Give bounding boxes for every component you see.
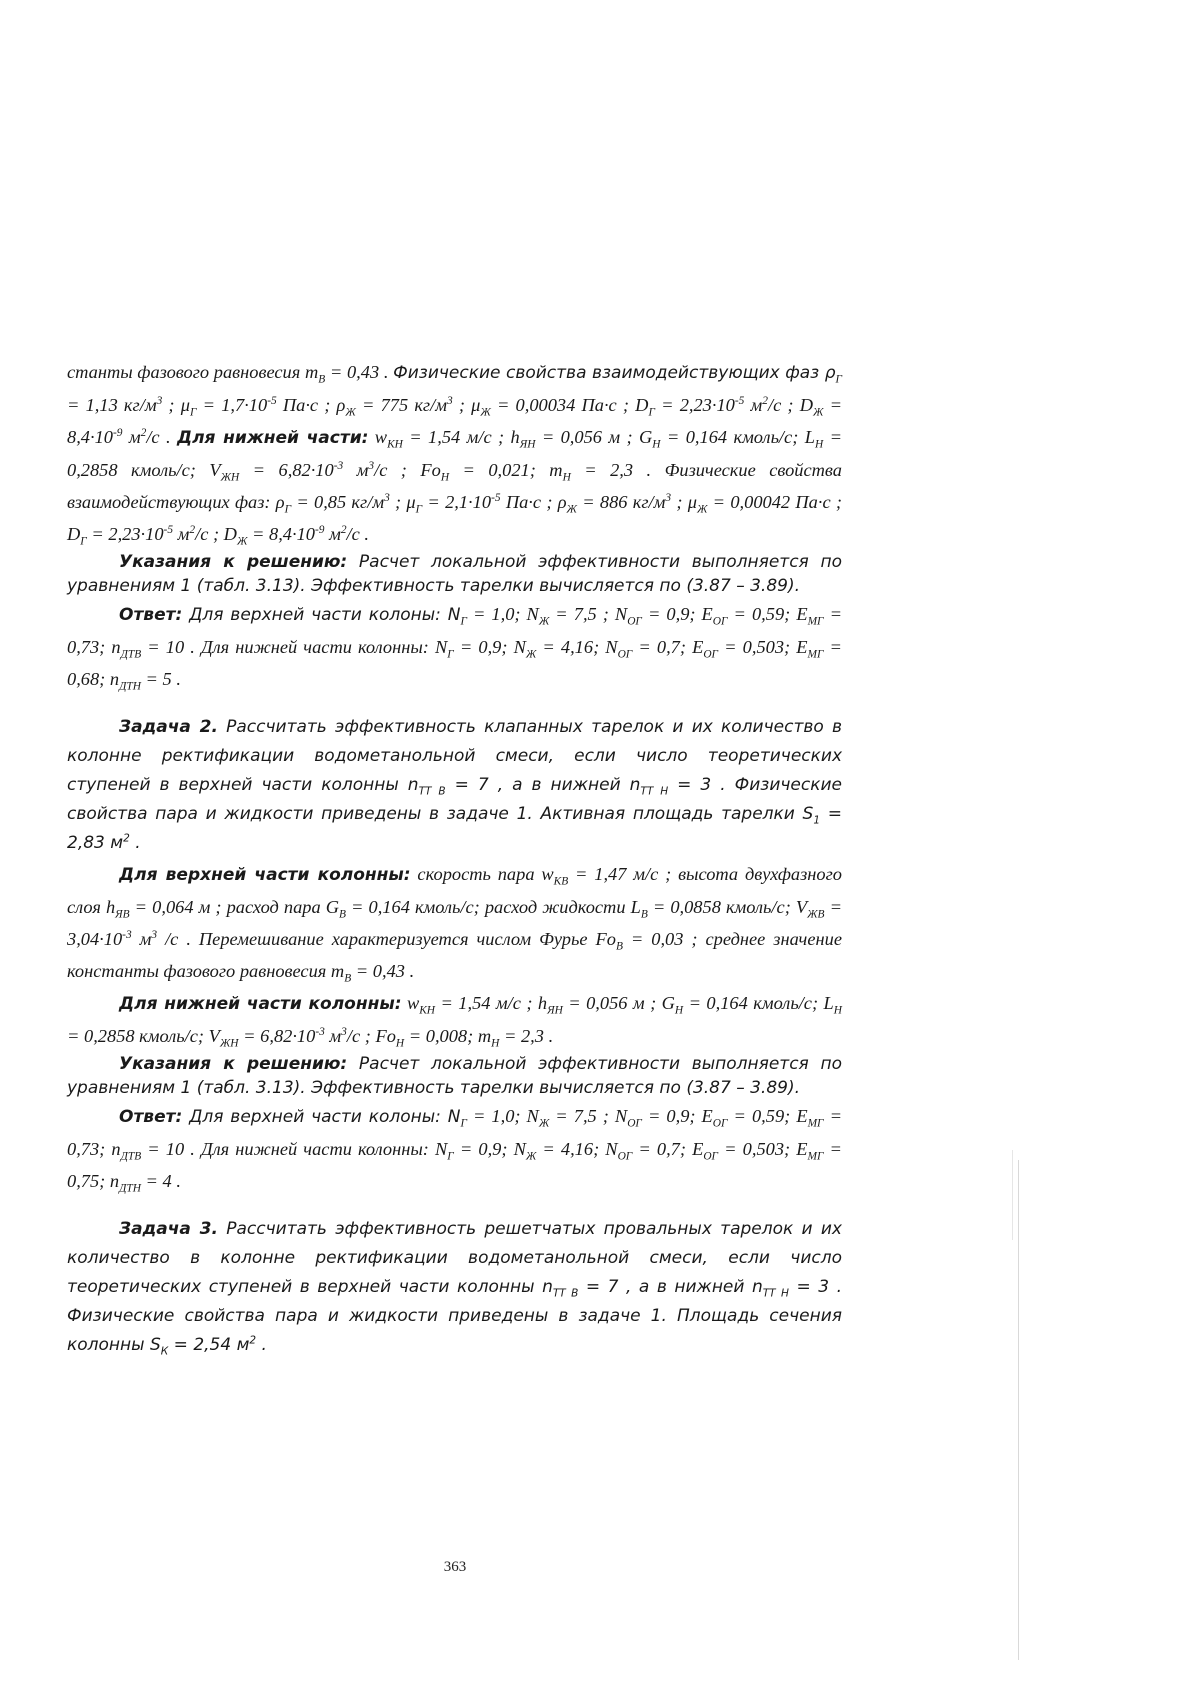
answer-2: Ответ: Для верхней части колоны: $N_Г = 1,0$; $N_Ж = 7,5$ ; $N_{ОГ} = 0,9$; $E_{ОГ} = 0,59$; $E_{МГ} = 0,73$; $n_{ДТВ} = 10$ . Для нижней части колонны: $N_Г = 0,9$; $N_Ж = 4,16$; $N_{ОГ} = 0,7$; $E_{ОГ} = 0,503$; $E_{МГ} = 0,75$; $n_{ДТН} = 4$ .: [67, 1106, 842, 1195]
task-3: Задача 3. Рассчитать эффективность решетчатых провальных тарелок и их количество в колонне ректификации водометанольной смеси, если число теоретических ступеней в верхней части колонны $n_{ТТ В} = 7$ , а в нижней $n_{ТТ Н} = 3$ . Физические свойства пара и жидкости приведены в задаче 1. Площадь сечения колонны $S_К = 2,54$ $м^2$ .: [67, 1219, 842, 1358]
continuation-paragraph: станты фазового равновесия $m_В = 0,43$ . Физические свойства взаимодействующих фаз $\rho_Г = 1,13$ $кг/м^3$ ; $\mu_Г = 1,7\cdot 10^{-5}$ Па·с ; $\rho_Ж = 775$ $кг/м^3$ ; $\mu_Ж = 0,00034$ Па·с ; $D_Г = 2,23\cdot 10^{-5}$ $м^2/с$ ; $D_Ж = 8,4\cdot 10^{-9}$ $м^2/с$ . Для нижней части: $w_{КН} = 1,54$ м/с ; $h_{ЯН} = 0,056$ м ; $G_Н = 0,164$ кмоль/с; $L_Н = 0,2858$ кмоль/с; $V_{ЖН} = 6,82\cdot 10^{-3}$ $м^3/с$ ; $Fo_Н = 0,021$; $m_Н = 2,3$ . Физические свойства взаимодействующих фаз: $\rho_Г = 0,85$ $кг/м^3$ ; $\mu_Г = 2,1\cdot 10^{-5}$ Па·с ; $\rho_Ж = 886$ $кг/м^3$ ; $\mu_Ж = 0,00042$ Па·с ; $D_Г = 2,23\cdot 10^{-5}$ $м^2/с$ ; $D_Ж = 8,4\cdot 10^{-9}$ $м^2/с$ .: [67, 362, 843, 548]
page-body: [67, 356, 842, 1360]
answer-1: Ответ: Для верхней части колоны: $N_Г = 1,0$; $N_Ж = 7,5$ ; $N_{ОГ} = 0,9$; $E_{ОГ} = 0,59$; $E_{МГ} = 0,73$; $n_{ДТВ} = 10$ . Для нижней части колонны: $N_Г = 0,9$; $N_Ж = 4,16$; $N_{ОГ} = 0,7$; $E_{ОГ} = 0,503$; $E_{МГ} = 0,68$; $n_{ДТН} = 5$ .: [67, 604, 842, 693]
task-2: Задача 2. Рассчитать эффективность клапанных тарелок и их количество в колонне ректификации водометанольной смеси, если число теоретических ступеней в верхней части колонны $n_{ТТ В} = 7$ , а в нижней $n_{ТТ Н} = 3$ . Физические свойства пара и жидкости приведены в задаче 1. Активная площадь тарелки $S_1 = 2,83$ $м^2$ .: [67, 717, 843, 853]
lower-part-label: Для нижней части:: [176, 428, 369, 448]
scan-edge-line: [1018, 1160, 1019, 1660]
upper-part-data: Для верхней части колонны: скорость пара $w_{КВ} = 1,47$ м/с ; высота двухфазного слоя $h_{ЯВ} = 0,064$ м ; расход пара $G_В = 0,164$ кмоль/с; расход жидкости $L_В = 0,0858$ кмоль/с; $V_{ЖВ} = 3,04\cdot 10^{-3}$ $м^3$ /с . Перемешивание характеризуется числом Фурье $Fo_В = 0,03$ ; среднее значение константы фазового равновесия $m_В = 0,43$ .: [67, 864, 842, 985]
solution-hint-1: Указания к решению: Расчет локальной эффективности выполняется по уравнениям 1 (табл. 3.13). Эффективность тарелки вычисляется по (3.87 – 3.89).: [67, 552, 842, 596]
lower-part-data: Для нижней части колонны: $w_{КН} = 1,54$ м/с ; $h_{ЯН} = 0,056$ м ; $G_Н = 0,164$ кмоль/с; $L_Н = 0,2858$ кмоль/с; $V_{ЖН} = 6,82\cdot 10^{-3}$ $м^3/с$ ; $Fo_Н = 0,008$; $m_Н = 2,3$ .: [67, 993, 842, 1050]
scan-edge-line-short: [1012, 1150, 1013, 1240]
solution-hint-2: Указания к решению: Расчет локальной эффективности выполняется по уравнениям 1 (табл. 3.13). Эффективность тарелки вычисляется по (3.87 – 3.89).: [67, 1054, 842, 1098]
page-number: 363: [443, 1559, 467, 1575]
